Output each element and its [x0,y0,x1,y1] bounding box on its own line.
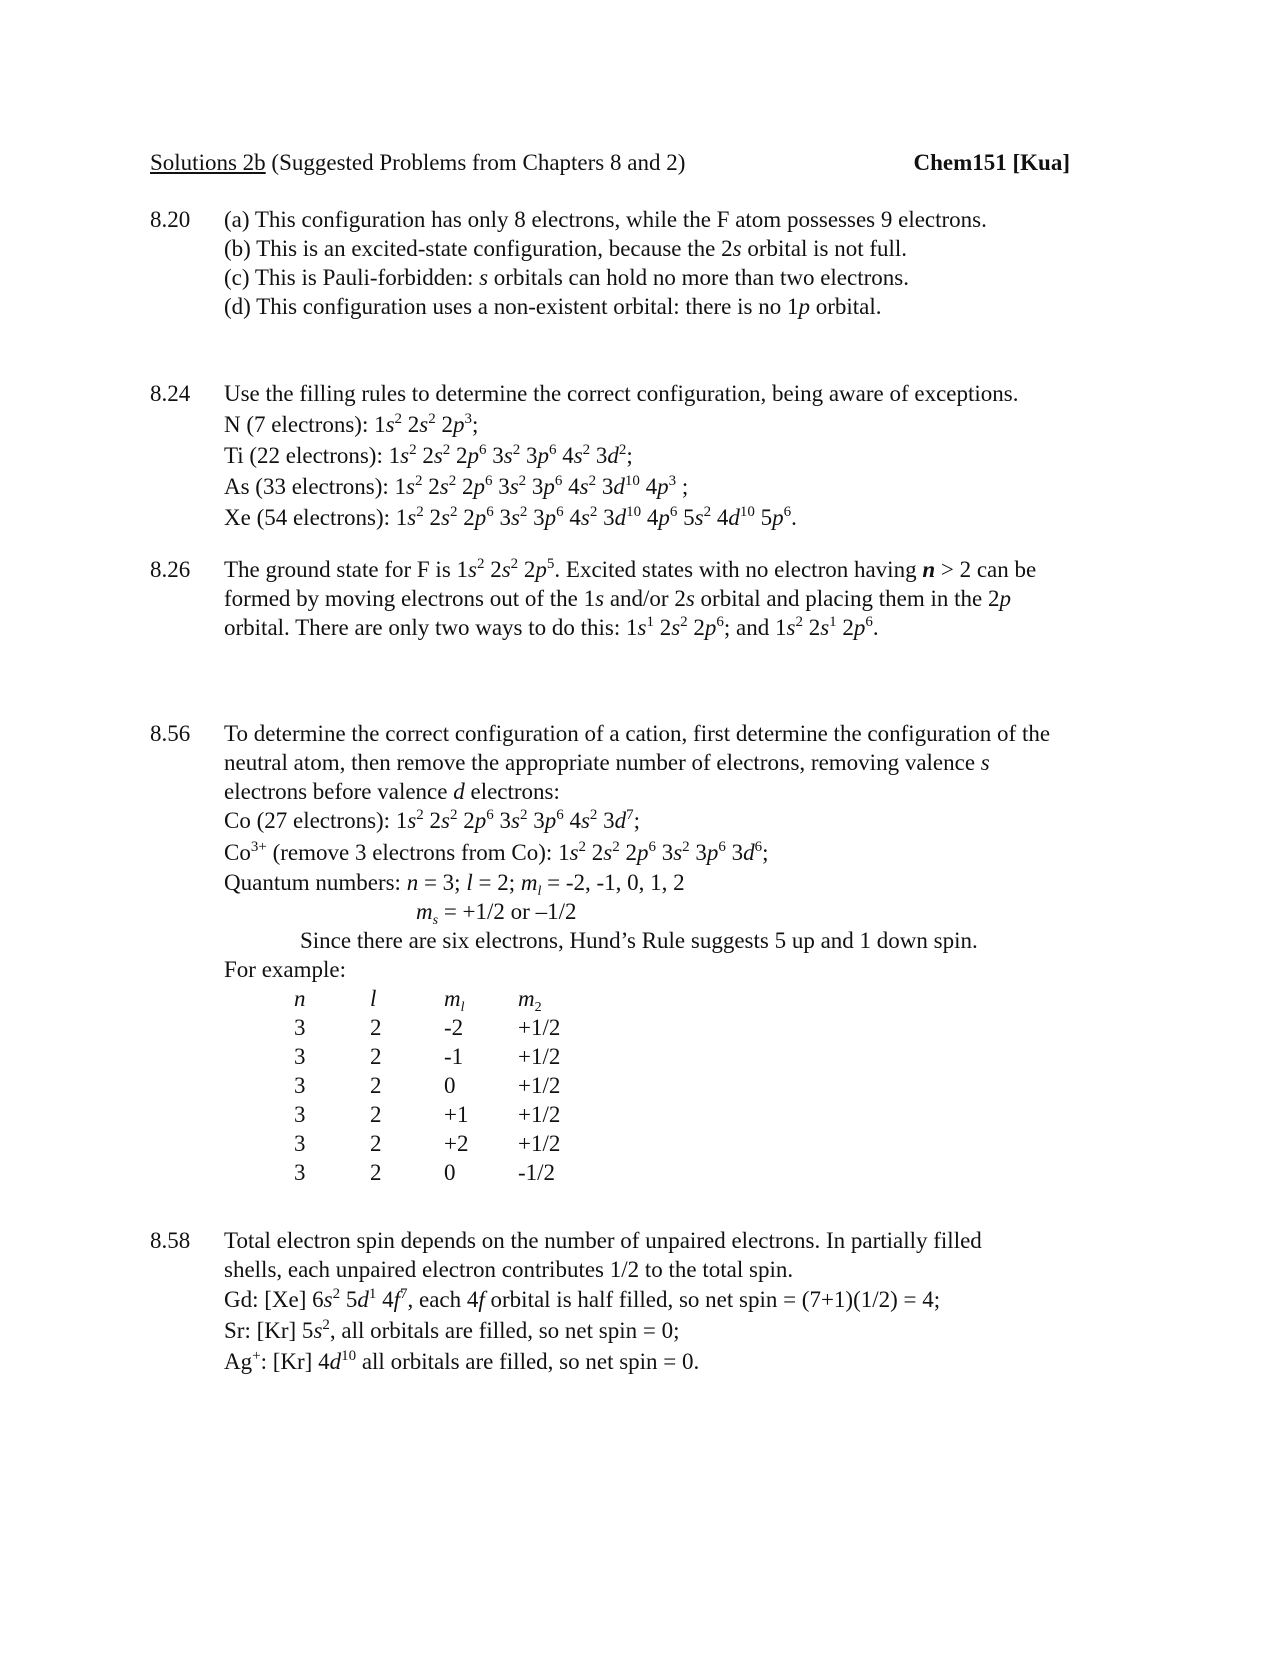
problem-body [224,1226,1144,1377]
cell-ml: -1 [444,1044,464,1069]
table-row [294,1129,1144,1158]
table-body [294,1013,1144,1187]
cell-ml: -2 [444,1015,464,1040]
col-l: l [370,986,377,1011]
config-n: N (7 electrons): $1s^2$ $2s^2$ $2p^3$; [224,411,479,437]
config-gd: Gd: [Xe] $6s^2$ $5d^1$ $4f^7$, each 4f orbital is half filled, so net spin = (7+1)(1/2) = 4; [224,1286,941,1312]
table-header [294,984,1144,1013]
cell-l: 2 [370,1131,382,1156]
quantum-table [294,984,1144,1187]
config-ti: Ti (22 electrons): $1s^2$ $2s^2$ $2p^6$ $3s^2$ $3p^6$ $4s^2$ $3d^2$; [224,442,633,468]
config-sr: Sr: [Kr] $5s^2$, all orbitals are filled, so net spin = 0; [224,1317,680,1343]
problem-body [224,205,1144,321]
cell-n: 3 [294,1015,306,1040]
cell-m2: +1/2 [518,1015,561,1040]
cell-ml: +1 [444,1102,469,1127]
line-3: orbital. There are only two ways to do this: $1s^1$ $2s^2$ $2p^6$; and $1s^2$ $2s^1$ $2p^6$. [224,614,879,640]
page-header [150,150,1070,184]
cell-ml: +2 [444,1131,469,1156]
cell-m2: +1/2 [518,1073,561,1098]
intro-text: Use the filling rules to determine the correct configuration, being aware of exceptions. [224,381,1019,406]
config-co3: $Co^{3+}$ (remove 3 electrons from Co): $1s^2$ $2s^2$ $2p^6$ $3s^2$ $3p^6$ $3d^6$; [224,839,769,865]
header-left [150,150,685,176]
line-2: shells, each unpaired electron contributes 1/2 to the total spin. [224,1257,794,1282]
cell-n: 3 [294,1131,306,1156]
table-row [294,1013,1144,1042]
answer-a: (a) This configuration has only 8 electrons, while the F atom possesses 9 electrons. [224,207,987,232]
cell-l: 2 [370,1044,382,1069]
cell-ml: 0 [444,1073,456,1098]
problem-number: 8.24 [150,381,191,406]
col-m2: $m_2$ [518,986,542,1015]
table-row [294,1158,1144,1187]
col-ml: $m_l$ [444,986,465,1015]
config-as: As (33 electrons): $1s^2$ $2s^2$ $2p^6$ $3s^2$ $3p^6$ $4s^2$ $3d^{10}$ $4p^3$ ; [224,473,689,499]
line-2: formed by moving electrons out of the 1s and/or 2s orbital and placing them in the 2p [224,586,1011,611]
cell-m2: +1/2 [518,1044,561,1069]
cell-l: 2 [370,1160,382,1185]
table-row [294,1100,1144,1129]
hund-rule: Since there are six electrons, Hund’s Rule suggests 5 up and 1 down spin. [300,928,978,953]
cell-n: 3 [294,1044,306,1069]
problem-body [224,719,1144,1187]
table-row [294,1042,1144,1071]
cell-m2: +1/2 [518,1102,561,1127]
line-1: The ground state for F is $1s^2$ $2s^2$ $2p^5$. Excited states with no electron having n > 2 can be [224,556,1037,582]
quantum-numbers: Quantum numbers: n = 3; l = 2; $m_l = -2$, -1, 0, 1, 2 [224,870,685,899]
config-xe: Xe (54 electrons): $1s^2$ $2s^2$ $2p^6$ $3s^2$ $3p^6$ $4s^2$ $3d^{10}$ $4p^6$ $5s^2$ $4d^{10}$ $5p^6$. [224,504,797,530]
document-title: Solutions 2b [150,150,266,175]
document-subtitle: (Suggested Problems from Chapters 8 and 2) [265,150,686,175]
cell-n: 3 [294,1160,306,1185]
line-3: electrons before valence d electrons: [224,779,560,804]
example-label: For example: [224,957,346,982]
answer-c: (c) This is Pauli-forbidden: s orbitals can hold no more than two electrons. [224,265,909,290]
cell-m2: -1/2 [518,1160,556,1185]
cell-m2: +1/2 [518,1131,561,1156]
problem-body [224,555,1144,642]
line-1: Total electron spin depends on the number of unpaired electrons. In partially filled [224,1228,982,1253]
cell-n: 3 [294,1102,306,1127]
problem-number: 8.20 [150,207,191,232]
problem-number: 8.58 [150,1228,191,1253]
quantum-ms: $m_s = +1/2$ or –1/2 [416,899,577,928]
answer-b: (b) This is an excited-state configuration, because the 2s orbital is not full. [224,236,908,261]
cell-l: 2 [370,1102,382,1127]
problem-body [224,378,1144,533]
col-n: n [294,986,306,1011]
course-label: Chem151 [Kua] [913,150,1070,175]
config-ag: Ag+: [Kr] $4d^{10}$ all orbitals are filled, so net spin = 0. [224,1348,700,1374]
line-1: To determine the correct configuration of a cation, first determine the configuration of the [224,721,1051,746]
table-row [294,1071,1144,1100]
cell-ml: 0 [444,1160,456,1185]
answer-d: (d) This configuration uses a non-existent orbital: there is no 1p orbital. [224,294,882,319]
cell-l: 2 [370,1073,382,1098]
cell-l: 2 [370,1015,382,1040]
line-2: neutral atom, then remove the appropriate number of electrons, removing valence s [224,750,990,775]
config-co: Co (27 electrons): $1s^2$ $2s^2$ $2p^6$ $3s^2$ $3p^6$ $4s^2$ $3d^7$; [224,807,641,833]
problem-number: 8.26 [150,557,191,582]
problem-number: 8.56 [150,721,191,746]
cell-n: 3 [294,1073,306,1098]
